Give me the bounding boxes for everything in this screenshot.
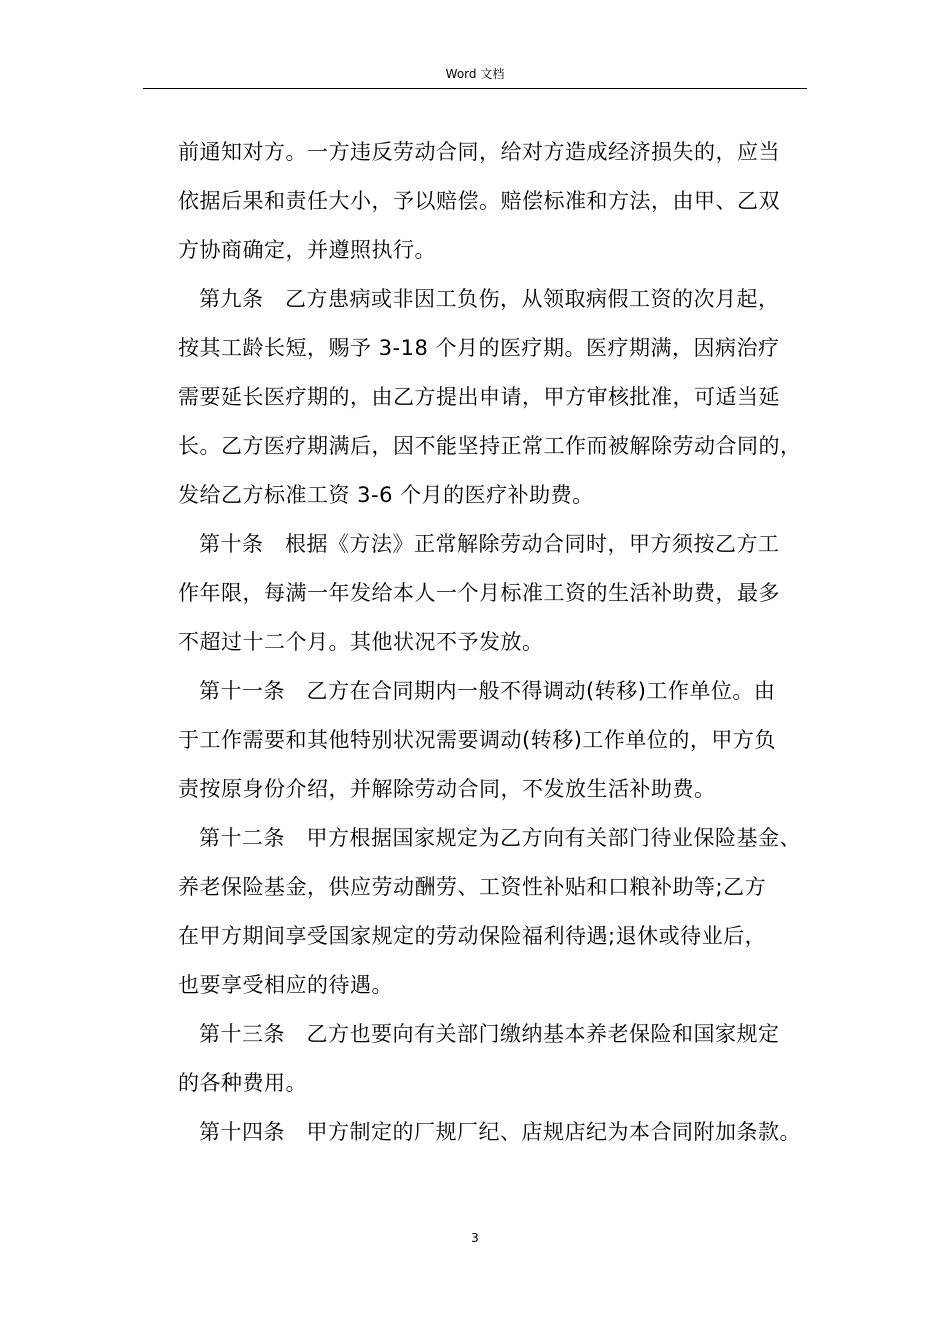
article-10-line: 第十条 根据《方法》正常解除劳动合同时，甲方须按乙方工 xyxy=(199,532,780,556)
header-title: Word 文档 xyxy=(445,67,505,81)
paragraph-line: 方协商确定，并遵照执行。 xyxy=(178,238,436,262)
paragraph-line: 养老保险基金，供应劳动酬劳、工资性补贴和口粮补助等;乙方 xyxy=(178,875,767,899)
paragraph-line: 长。乙方医疗期满后，因不能坚持正常工作而被解除劳动合同的， xyxy=(178,434,802,458)
document-body xyxy=(178,128,828,1157)
paragraph-line: 也要享受相应的待遇。 xyxy=(178,973,393,997)
article-14-line: 第十四条 甲方制定的厂规厂纪、店规店纪为本合同附加条款。 xyxy=(199,1120,801,1144)
article-11-line: 第十一条 乙方在合同期内一般不得调动(转移)工作单位。由 xyxy=(199,679,776,703)
paragraph-line: 依据后果和责任大小，予以赔偿。赔偿标准和方法，由甲、乙双 xyxy=(178,189,780,213)
page-header xyxy=(143,64,807,89)
paragraph-line: 前通知对方。一方违反劳动合同，给对方造成经济损失的，应当 xyxy=(178,140,780,164)
paragraph-line: 不超过十二个月。其他状况不予发放。 xyxy=(178,630,544,654)
paragraph-line: 发给乙方标准工资 3-6 个月的医疗补助费。 xyxy=(178,483,594,507)
paragraph-line: 需要延长医疗期的，由乙方提出申请，甲方审核批准，可适当延 xyxy=(178,385,780,409)
paragraph-line: 的各种费用。 xyxy=(178,1071,307,1095)
article-12-line: 第十二条 甲方根据国家规定为乙方向有关部门待业保险基金、 xyxy=(199,826,801,850)
paragraph-line: 于工作需要和其他特别状况需要调动(转移)工作单位的，甲方负 xyxy=(178,728,776,752)
paragraph-line: 责按原身份介绍，并解除劳动合同，不发放生活补助费。 xyxy=(178,777,716,801)
article-9-line: 第九条 乙方患病或非因工负伤，从领取病假工资的次月起， xyxy=(199,287,780,311)
paragraph-line: 在甲方期间享受国家规定的劳动保险福利待遇;退休或待业后， xyxy=(178,924,767,948)
paragraph-line: 按其工龄长短，赐予 3-18 个月的医疗期。医疗期满，因病治疗 xyxy=(178,336,780,360)
paragraph-line: 作年限，每满一年发给本人一个月标准工资的生活补助费，最多 xyxy=(178,581,780,605)
page-number: 3 xyxy=(471,1231,479,1245)
article-13-line: 第十三条 乙方也要向有关部门缴纳基本养老保险和国家规定 xyxy=(199,1022,780,1046)
